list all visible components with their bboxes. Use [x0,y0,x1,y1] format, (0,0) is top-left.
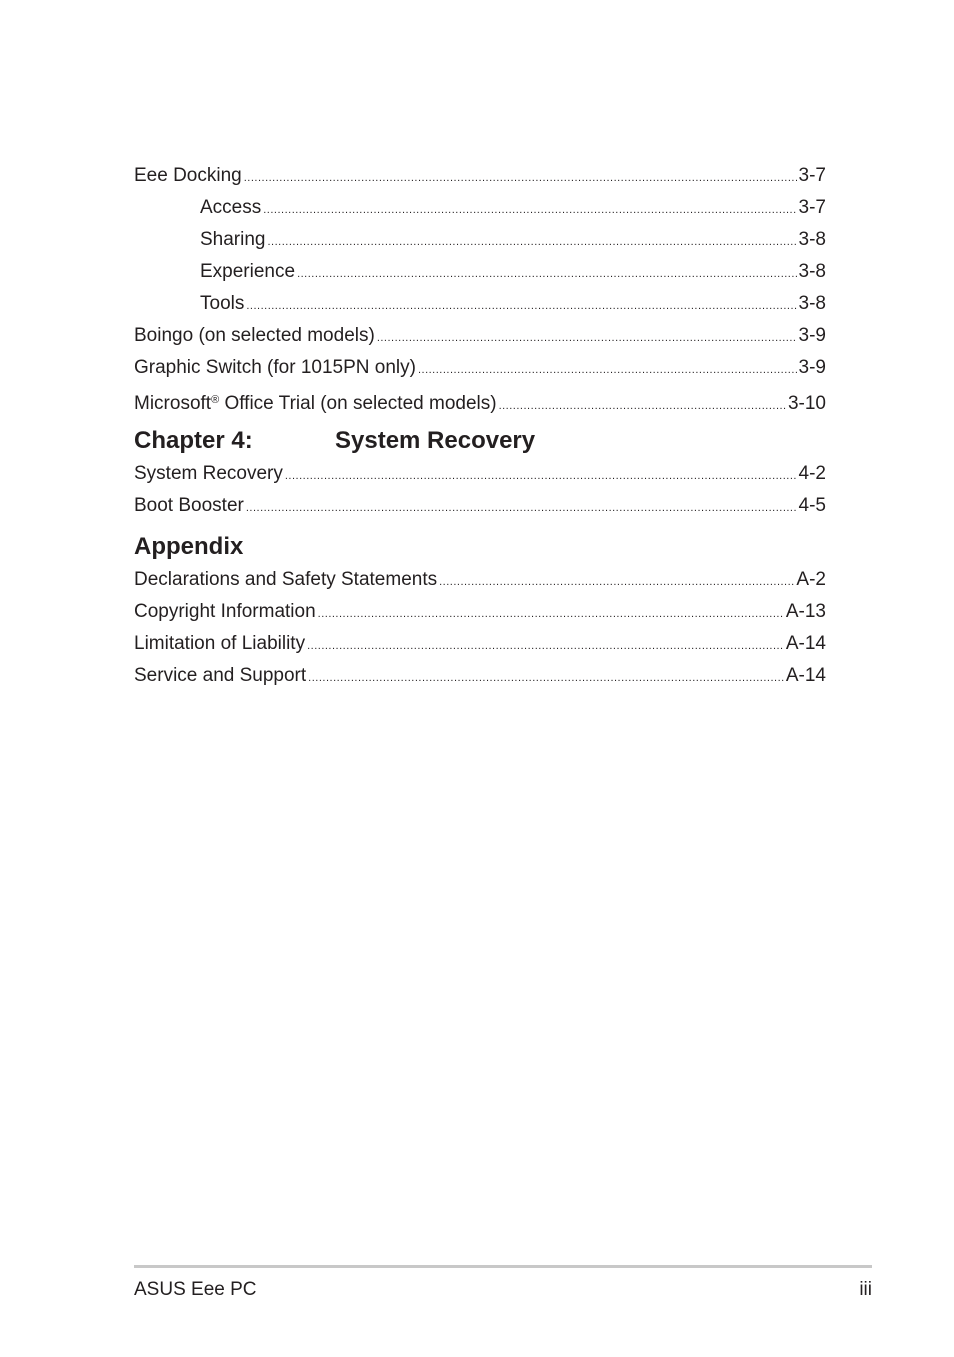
appendix-heading [134,530,826,564]
toc-entry[interactable] [134,628,826,660]
toc-entry[interactable] [134,320,826,352]
toc-entry-title: Tools [200,293,245,314]
toc-entry-page: A-14 [785,665,826,686]
toc-entry[interactable] [134,458,826,490]
dot-leader [246,492,797,524]
toc-entry[interactable] [134,160,826,192]
toc-entry-title: Boot Booster [134,495,244,516]
toc-entry-page: A-13 [785,601,826,622]
toc-subentry[interactable] [134,256,826,288]
dot-leader [418,354,797,386]
toc-entry-title: Experience [200,261,296,282]
footer-product-name: ASUS Eee PC [134,1279,257,1300]
dot-leader [439,566,794,598]
toc-entry-page: 3-8 [798,293,826,314]
toc-entry[interactable] [134,564,826,596]
toc-entry-title: Service and Support [134,665,307,686]
dot-leader [244,162,797,194]
toc-entry-page: 3-10 [787,393,826,414]
dot-leader [499,390,786,422]
dot-leader [318,598,784,630]
chapter-heading [134,424,826,458]
toc-entry-page: 3-9 [798,357,826,378]
toc-entry-page: A-14 [785,633,826,654]
toc-entry[interactable] [134,352,826,384]
toc-entry[interactable] [134,660,826,692]
dot-leader [308,662,784,694]
toc-subentry[interactable] [134,224,826,256]
toc-entry-page: 3-8 [798,229,826,250]
toc-entry-page: 3-7 [798,165,826,186]
toc-entry-page: 3-7 [798,197,826,218]
toc-entry-title: Limitation of Liability [134,633,306,654]
toc-entry-title-prefix: Microsoft [134,393,212,414]
footer-divider [134,1265,872,1268]
toc-entry-title: Boingo (on selected models) [134,325,375,346]
toc-entry-title: Sharing [200,229,266,250]
appendix-title: Appendix [134,533,244,560]
toc-entry-title: Access [200,197,262,218]
registered-mark: ® [211,394,220,406]
toc-entry[interactable] [134,596,826,628]
toc-entry[interactable] [134,384,826,416]
dot-leader [297,258,796,290]
toc-entry[interactable] [134,490,826,522]
toc-entry-title: Copyright Information [134,601,316,622]
dot-leader [377,322,797,354]
toc-subentry[interactable] [134,192,826,224]
toc-entry-title: Declarations and Safety Statements [134,569,438,590]
toc-entry-title-suffix: Office Trial (on selected models) [219,393,497,414]
dot-leader [246,290,796,322]
toc-subentry[interactable] [134,288,826,320]
toc-entry-title: Eee Docking [134,165,242,186]
table-of-contents [134,160,826,692]
dot-leader [268,226,797,258]
chapter-title: System Recovery [335,427,536,454]
footer-page-number: iii [859,1279,872,1300]
toc-entry-page: A-2 [796,569,826,590]
toc-entry-page: 4-5 [798,495,826,516]
toc-entry-page: 3-8 [798,261,826,282]
chapter-label: Chapter 4: [134,427,253,454]
toc-entry-page: 4-2 [798,463,826,484]
dot-leader [307,630,784,662]
toc-entry-title: Graphic Switch (for 1015PN only) [134,357,416,378]
toc-entry-title [134,384,497,420]
toc-entry-page: 3-9 [798,325,826,346]
dot-leader [285,460,797,492]
dot-leader [263,194,796,226]
toc-entry-title: System Recovery [134,463,283,484]
